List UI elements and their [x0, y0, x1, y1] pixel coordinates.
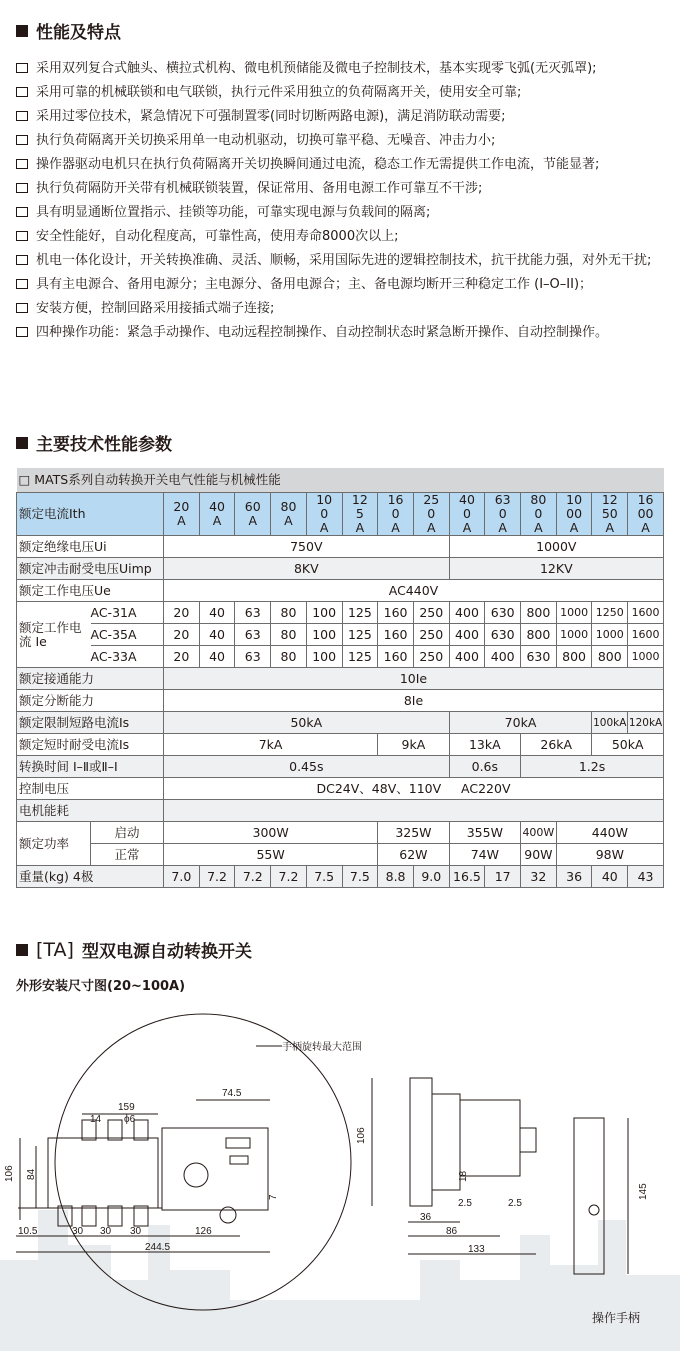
ie-value: 630 [521, 646, 557, 668]
terminal-top [134, 1120, 148, 1140]
bullet-square-icon [16, 437, 28, 449]
dim-label: 2.5 [508, 1198, 522, 1209]
ie-value: 20 [164, 646, 200, 668]
limit-value: 120kA [628, 712, 664, 734]
checkbox-square-icon [16, 159, 28, 169]
weight-value: 43 [628, 866, 664, 888]
ie-value: 630 [485, 624, 521, 646]
ie-value: 160 [378, 624, 414, 646]
feature-item [16, 105, 676, 129]
handle-pin-icon [589, 1205, 599, 1215]
dim-label: 133 [468, 1244, 485, 1255]
dim-label: 7 [268, 1194, 279, 1200]
rated-current-label: 额定电流Ith [17, 493, 164, 536]
motor-value [164, 800, 664, 822]
normal-value: 74W [449, 844, 520, 866]
ie-value: 40 [199, 646, 235, 668]
normal-label: 正常 [91, 844, 164, 866]
terminal-bottom [108, 1206, 122, 1226]
specs-title: 主要技术性能参数 [36, 435, 172, 455]
breaking-value: 8Ie [164, 690, 664, 712]
current-header: 125 A [342, 493, 378, 536]
uimp-label: 额定冲击耐受电压Uimp [17, 558, 164, 580]
ie-value: 160 [378, 646, 414, 668]
current-header: 1250 A [592, 493, 628, 536]
terminal-bottom [82, 1206, 96, 1226]
bullet-square-icon [16, 944, 28, 956]
ie-value: 400 [449, 602, 485, 624]
ie-value: 800 [556, 646, 592, 668]
feature-text: 采用过零位技术，紧急情况下可强制置零(同时切断两路电源)，满足消防联动需要; [36, 109, 506, 124]
feature-text: 机电一体化设计，开关转换准确、灵活、顺畅，采用国际先进的逻辑控制技术，抗干扰能力强，对外无干扰; [36, 253, 652, 268]
ie-value: 250 [413, 624, 449, 646]
start-value: 440W [556, 822, 663, 844]
feature-text: 安全性能好，自动化程度高，可靠性高，使用寿命8000次以上; [36, 229, 399, 244]
ui-value: 750V [164, 536, 450, 558]
ie-value: 250 [413, 646, 449, 668]
current-header: 20 A [164, 493, 200, 536]
ie-value: 63 [235, 602, 271, 624]
dim-label: 74.5 [222, 1088, 242, 1099]
dim-label: ϕ6 [124, 1114, 136, 1125]
feature-text: 安装方便，控制回路采用接插式端子连接; [36, 301, 275, 316]
ie-value: 63 [235, 646, 271, 668]
ie-value: 1000 [556, 624, 592, 646]
dim-label: 30 [100, 1226, 112, 1237]
current-header: 100 A [306, 493, 342, 536]
weight-label: 重量(kg) 4极 [17, 866, 164, 888]
specs-heading [16, 430, 172, 455]
limit-value: 50kA [164, 712, 450, 734]
ie-value: 400 [449, 646, 485, 668]
handle-knob-icon [184, 1163, 208, 1187]
side-view-front [410, 1078, 432, 1206]
short-value: 9kA [378, 734, 449, 756]
ie-value: 20 [164, 624, 200, 646]
ie-value: 100 [306, 624, 342, 646]
indicator-window [230, 1156, 248, 1164]
ie-model: AC-31A [91, 602, 164, 624]
ue-label: 额定工作电压Ue [17, 580, 164, 602]
breaking-label: 额定分断能力 [17, 690, 164, 712]
ui-value: 1000V [449, 536, 663, 558]
normal-value: 55W [164, 844, 378, 866]
feature-item [16, 297, 676, 321]
dim-label: 14 [90, 1114, 102, 1125]
feature-text: 四种操作功能：紧急手动操作、电动远程控制操作、自动控制状态时紧急断开操作、自动控制操作。 [36, 325, 609, 340]
dim-label: 86 [446, 1226, 458, 1237]
table-caption: □ MATS系列自动转换开关电气性能与机械性能 [17, 468, 664, 493]
weight-value: 36 [556, 866, 592, 888]
ie-value: 125 [342, 602, 378, 624]
ie-value: 80 [271, 624, 307, 646]
short-value: 7kA [164, 734, 378, 756]
start-value: 300W [164, 822, 378, 844]
checkbox-square-icon [16, 111, 28, 121]
feature-text: 具有明显通断位置指示、挂锁等功能，可靠实现电源与负载间的隔离; [36, 205, 431, 220]
feature-item [16, 201, 676, 225]
ie-value: 160 [378, 602, 414, 624]
dim-label: 2.5 [458, 1198, 472, 1209]
current-header: 40 A [199, 493, 235, 536]
product-title: 型双电源自动转换开关 [81, 942, 252, 962]
ie-value: 1600 [628, 624, 664, 646]
ctrl-value: DC24V、48V、110V AC220V [164, 778, 664, 800]
ie-value: 630 [485, 602, 521, 624]
indicator-window [226, 1138, 250, 1148]
checkbox-square-icon [16, 207, 28, 217]
motor-label: 电机能耗 [17, 800, 164, 822]
weight-value: 7.5 [342, 866, 378, 888]
dimension-drawing [0, 1010, 680, 1351]
ie-value: 40 [199, 624, 235, 646]
features-list [16, 57, 676, 345]
feature-item [16, 57, 676, 81]
weight-value: 9.0 [413, 866, 449, 888]
uimp-value: 8KV [164, 558, 450, 580]
weight-value: 8.8 [378, 866, 414, 888]
switch-value: 1.2s [521, 756, 664, 778]
dim-label: 30 [130, 1226, 142, 1237]
side-view-body [432, 1094, 460, 1190]
product-subtitle: 外形安装尺寸图(20~100A) [16, 979, 186, 994]
current-header: 60 A [235, 493, 271, 536]
power-label: 额定功率 [17, 822, 91, 866]
terminal-top [108, 1120, 122, 1140]
feature-text: 执行负荷隔防开关带有机械联锁装置，保证常用、备用电源工作可靠互不干涉; [36, 181, 483, 196]
ie-value: 400 [449, 624, 485, 646]
feature-text: 具有主电源合、备用电源分；主电源分、备用电源合；主、备电源均断开三种稳定工作 (I–O–II)； [36, 277, 593, 292]
dim-label: 10.5 [18, 1226, 38, 1237]
current-header: 160 A [378, 493, 414, 536]
normal-value: 62W [378, 844, 449, 866]
feature-item [16, 81, 676, 105]
feature-text: 采用双列复合式触头、横拉式机构、微电机预储能及微电子控制技术，基本实现零飞弧(无灭弧罩); [36, 61, 597, 76]
dim-label: 126 [195, 1226, 212, 1237]
ie-model: AC-35A [91, 624, 164, 646]
checkbox-square-icon [16, 183, 28, 193]
checkbox-square-icon [16, 279, 28, 289]
switch-body-right [162, 1128, 268, 1210]
ctrl-label: 控制电压 [17, 778, 164, 800]
weight-value: 40 [592, 866, 628, 888]
current-header: 800 A [521, 493, 557, 536]
ie-value: 1600 [628, 602, 664, 624]
weight-value: 32 [521, 866, 557, 888]
product-bracket: [TA] [36, 938, 74, 961]
ie-value: 800 [521, 624, 557, 646]
ie-value: 250 [413, 602, 449, 624]
handle-label: 操作手柄 [592, 1311, 641, 1325]
switch-value: 0.6s [449, 756, 520, 778]
dim-label: 106 [356, 1127, 367, 1144]
ie-label: 额定工作电流 Ie [17, 602, 91, 668]
dim-label: 18 [458, 1170, 469, 1182]
short-value: 26kA [521, 734, 592, 756]
limit-value: 100kA [592, 712, 628, 734]
feature-text: 操作器驱动电机只在执行负荷隔离开关切换瞬间通过电流，稳态工作无需提供工作电流，节能显著; [36, 157, 600, 172]
current-header: 250 A [413, 493, 449, 536]
normal-value: 98W [556, 844, 663, 866]
normal-value: 90W [521, 844, 557, 866]
short-value: 50kA [592, 734, 664, 756]
ie-value: 63 [235, 624, 271, 646]
checkbox-square-icon [16, 327, 28, 337]
feature-item [16, 249, 676, 273]
dim-label: 244.5 [145, 1242, 171, 1253]
ie-value: 800 [521, 602, 557, 624]
ie-value: 100 [306, 602, 342, 624]
current-header: 400 A [449, 493, 485, 536]
dim-label: 36 [420, 1212, 432, 1223]
feature-text: 采用可靠的机械联锁和电气联锁，执行元件采用独立的负荷隔离开关，使用安全可靠; [36, 85, 522, 100]
feature-item [16, 321, 676, 345]
making-label: 额定接通能力 [17, 668, 164, 690]
weight-value: 17 [485, 866, 521, 888]
weight-value: 7.2 [235, 866, 271, 888]
ie-value: 800 [592, 646, 628, 668]
checkbox-square-icon [16, 135, 28, 145]
feature-item [16, 273, 676, 297]
checkbox-square-icon [16, 231, 28, 241]
dim-label: 30 [72, 1226, 84, 1237]
weight-value: 7.5 [306, 866, 342, 888]
weight-value: 16.5 [449, 866, 485, 888]
terminal-bottom [134, 1206, 148, 1226]
ie-value: 1000 [556, 602, 592, 624]
dim-label: 106 [4, 1165, 15, 1182]
side-view-mechanism [460, 1100, 520, 1176]
spec-table [16, 468, 664, 888]
ui-label: 额定绝缘电压Ui [17, 536, 164, 558]
feature-text: 执行负荷隔离开关切换采用单一电动机驱动，切换可靠平稳、无噪音、冲击力小; [36, 133, 496, 148]
feature-item [16, 225, 676, 249]
side-view-shaft [520, 1128, 536, 1152]
checkbox-square-icon [16, 303, 28, 313]
features-heading [16, 18, 121, 43]
features-title: 性能及特点 [36, 23, 121, 43]
weight-value: 7.2 [271, 866, 307, 888]
checkbox-square-icon [16, 87, 28, 97]
switch-value: 0.45s [164, 756, 450, 778]
ie-value: 40 [199, 602, 235, 624]
ie-value: 1000 [592, 624, 628, 646]
ie-value: 1250 [592, 602, 628, 624]
switch-body-left [48, 1138, 158, 1208]
dim-label: 159 [118, 1102, 135, 1113]
lock-icon [220, 1207, 236, 1223]
current-header: 80 A [271, 493, 307, 536]
ie-value: 80 [271, 646, 307, 668]
ie-value: 400 [485, 646, 521, 668]
ie-value: 100 [306, 646, 342, 668]
current-header: 1600 A [628, 493, 664, 536]
short-value: 13kA [449, 734, 520, 756]
ie-model: AC-33A [91, 646, 164, 668]
start-value: 400W [521, 822, 557, 844]
product-heading [16, 937, 252, 962]
weight-value: 7.2 [199, 866, 235, 888]
current-header: 1000 A [556, 493, 592, 536]
handle-range-label: 手柄旋转最大范围 [282, 1042, 362, 1053]
ie-value: 125 [342, 646, 378, 668]
checkbox-square-icon [16, 63, 28, 73]
feature-item [16, 177, 676, 201]
ie-value: 1000 [628, 646, 664, 668]
feature-item [16, 153, 676, 177]
ie-value: 80 [271, 602, 307, 624]
bullet-square-icon [16, 25, 28, 37]
feature-item [16, 129, 676, 153]
making-value: 10Ie [164, 668, 664, 690]
start-label: 启动 [91, 822, 164, 844]
start-value: 355W [449, 822, 520, 844]
start-value: 325W [378, 822, 449, 844]
dim-label: 145 [638, 1183, 649, 1200]
ie-value: 20 [164, 602, 200, 624]
dim-label: 84 [26, 1168, 37, 1180]
limit-label: 额定限制短路电流Is [17, 712, 164, 734]
checkbox-square-icon [16, 255, 28, 265]
short-label: 额定短时耐受电流Is [17, 734, 164, 756]
weight-value: 7.0 [164, 866, 200, 888]
uimp-value: 12KV [449, 558, 663, 580]
current-header: 630 A [485, 493, 521, 536]
ue-value: AC440V [164, 580, 664, 602]
limit-value: 70kA [449, 712, 592, 734]
ie-value: 125 [342, 624, 378, 646]
switch-label: 转换时间 Ⅰ–Ⅱ或Ⅱ–Ⅰ [17, 756, 164, 778]
